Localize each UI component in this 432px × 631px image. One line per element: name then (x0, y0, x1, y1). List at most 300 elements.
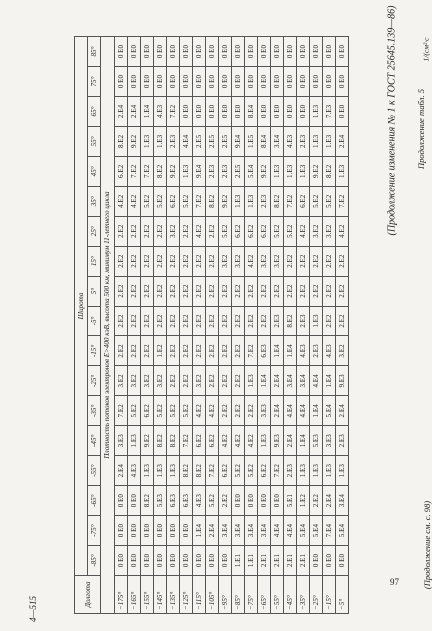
flux-value-cell: 6.E2 (193, 426, 206, 456)
longitude-cell: −5° (336, 576, 349, 614)
latitude-header-row (88, 37, 101, 614)
flux-value-cell: 2.E4 (271, 396, 284, 426)
flux-value-cell: 9.E2 (167, 156, 180, 186)
longitude-header: Долгота (75, 576, 101, 614)
flux-value-cell: 8.E4 (258, 126, 271, 156)
flux-value-cell: 4.E2 (297, 216, 310, 246)
longitude-cell: −175° (115, 576, 128, 614)
flux-value-cell: 3.E3 (323, 426, 336, 456)
flux-value-cell: 8.E2 (323, 156, 336, 186)
flux-value-cell: 4.E2 (206, 396, 219, 426)
longitude-cell: −15° (323, 576, 336, 614)
flux-value-cell: 5.E2 (284, 216, 297, 246)
flux-value-cell: 0 E0 (310, 37, 323, 67)
flux-value-cell: 6.E2 (232, 216, 245, 246)
flux-value-cell: 2.E2 (115, 306, 128, 336)
latitude-header-cell: -45° (88, 426, 101, 456)
flux-value-cell: 2.E2 (206, 366, 219, 396)
flux-value-cell: 6.E2 (141, 396, 154, 426)
latitude-header-cell: 85° (88, 37, 101, 67)
table-row (232, 37, 245, 614)
flux-value-cell: 7.E2 (271, 456, 284, 486)
flux-value-cell: 7.E2 (206, 456, 219, 486)
flux-value-cell: 0 E0 (284, 37, 297, 67)
longitude-cell: −95° (219, 576, 232, 614)
table-row (336, 37, 349, 614)
flux-value-cell: 9.E2 (258, 156, 271, 186)
latitude-header-cell: 45° (88, 156, 101, 186)
flux-value-cell: 6.E2 (258, 216, 271, 246)
flux-value-cell: 2.E5 (219, 126, 232, 156)
flux-value-cell: 2.E2 (219, 486, 232, 516)
flux-value-cell: 2.E2 (128, 216, 141, 246)
flux-value-cell: 3.E4 (245, 516, 258, 546)
flux-value-cell: 0 E0 (232, 67, 245, 97)
flux-value-cell: 1.E3 (323, 456, 336, 486)
flux-value-cell: 0 E0 (180, 97, 193, 127)
flux-value-cell: 2.E2 (232, 366, 245, 396)
flux-value-cell: 0 E0 (115, 486, 128, 516)
flux-value-cell: 4.E2 (245, 426, 258, 456)
flux-value-cell: 7.E2 (167, 97, 180, 127)
table-row (167, 37, 180, 614)
flux-value-cell: 0 E0 (336, 67, 349, 97)
flux-value-cell: 1.E3 (180, 156, 193, 186)
longitude-cell: −135° (167, 576, 180, 614)
flux-value-cell: 2.E2 (206, 246, 219, 276)
flux-value-cell: 5.E2 (180, 396, 193, 426)
table-row (310, 37, 323, 614)
flux-value-cell: 2.E3 (271, 306, 284, 336)
flux-value-cell: 2.E3 (310, 336, 323, 366)
flux-value-cell: 2.E2 (323, 306, 336, 336)
flux-value-cell: 5.E2 (271, 216, 284, 246)
flux-value-cell: 9.E2 (310, 156, 323, 186)
flux-value-cell: 0 E0 (193, 37, 206, 67)
flux-value-cell: 3.E4 (297, 366, 310, 396)
flux-value-cell: 2.E4 (115, 97, 128, 127)
flux-value-cell: 4.E4 (284, 396, 297, 426)
flux-value-cell: 2.E2 (284, 276, 297, 306)
flux-value-cell: 5.E3 (154, 486, 167, 516)
flux-value-cell: 0 E0 (180, 516, 193, 546)
latitude-header-cell: 5° (88, 276, 101, 306)
flux-value-cell: 2.E4 (271, 366, 284, 396)
flux-value-cell: 1.E3 (336, 456, 349, 486)
flux-value-cell: 2.E2 (128, 336, 141, 366)
latitude-header-cell: 65° (88, 97, 101, 127)
table-row (271, 37, 284, 614)
flux-value-cell: 0 E0 (154, 516, 167, 546)
flux-value-cell: 1.E3 (310, 126, 323, 156)
flux-value-cell: 1.E3 (297, 156, 310, 186)
flux-value-cell: 2.E2 (193, 246, 206, 276)
flux-value-cell: 2.E2 (219, 396, 232, 426)
flux-value-cell: 7.E2 (141, 156, 154, 186)
flux-value-cell: 0 E0 (206, 97, 219, 127)
longitude-cell: −65° (258, 576, 271, 614)
flux-value-cell: 1.E4 (297, 426, 310, 456)
flux-value-cell: 2.E2 (258, 276, 271, 306)
flux-value-cell: 1.E4 (271, 336, 284, 366)
flux-value-cell: 2.E2 (232, 306, 245, 336)
latitude-header-cell: 15° (88, 246, 101, 276)
page-number: 97 (390, 577, 399, 587)
flux-value-cell: 2.E5 (193, 126, 206, 156)
flux-value-cell: 6.E3 (258, 336, 271, 366)
flux-value-cell: 0 E0 (115, 546, 128, 576)
flux-value-cell: 5.E2 (154, 396, 167, 426)
flux-value-cell: 2.E2 (167, 306, 180, 336)
flux-value-cell: 4.E3 (128, 456, 141, 486)
flux-value-cell: 3.E2 (336, 336, 349, 366)
flux-value-cell: 2.E4 (336, 126, 349, 156)
flux-value-cell: 8.E2 (167, 426, 180, 456)
flux-value-cell: 0 E0 (128, 486, 141, 516)
flux-value-cell: 0 E0 (180, 37, 193, 67)
flux-value-cell: 0 E0 (258, 486, 271, 516)
flux-value-cell: 3.E2 (271, 246, 284, 276)
flux-value-cell: 1.E3 (232, 186, 245, 216)
flux-value-cell: 1.E3 (258, 426, 271, 456)
flux-value-cell: 3.E2 (115, 366, 128, 396)
flux-value-cell: 4.E4 (297, 396, 310, 426)
flux-value-cell: 6.E2 (115, 156, 128, 186)
latitude-header-cell: 25° (88, 216, 101, 246)
flux-value-cell: 6.E2 (206, 426, 219, 456)
flux-value-cell: 5.E2 (167, 396, 180, 426)
flux-value-cell: 9.E4 (232, 126, 245, 156)
flux-value-cell: 2.E2 (232, 276, 245, 306)
flux-value-cell: 5.E4 (323, 396, 336, 426)
flux-value-cell: 3.E2 (154, 366, 167, 396)
flux-value-cell: 2.E2 (128, 246, 141, 276)
flux-value-cell: 0 E0 (141, 37, 154, 67)
flux-value-cell: 2.E3 (297, 306, 310, 336)
flux-value-cell: 3.E2 (128, 366, 141, 396)
flux-value-cell: 0 E0 (271, 67, 284, 97)
flux-value-cell: 0 E0 (323, 37, 336, 67)
flux-value-cell: 2.E2 (310, 486, 323, 516)
flux-value-cell: 0 E0 (115, 37, 128, 67)
flux-value-cell: 2.E2 (206, 216, 219, 246)
flux-value-cell: 3.E2 (167, 216, 180, 246)
flux-value-cell: 2.E2 (310, 276, 323, 306)
flux-value-cell: 3.E2 (258, 246, 271, 276)
flux-value-cell: 8.E2 (271, 186, 284, 216)
flux-value-cell: 8.E2 (154, 156, 167, 186)
flux-value-cell: 4.E3 (297, 336, 310, 366)
flux-value-cell: 2.E2 (180, 246, 193, 276)
flux-value-cell: 2.E2 (323, 276, 336, 306)
flux-value-cell: 4.E2 (336, 216, 349, 246)
flux-value-cell: 1.E4 (258, 366, 271, 396)
longitude-cell: −125° (180, 576, 193, 614)
flux-value-cell: 2.E2 (141, 276, 154, 306)
flux-value-cell: 1.E4 (284, 336, 297, 366)
flux-value-cell: 0 E0 (284, 67, 297, 97)
flux-value-cell: 0 E0 (258, 37, 271, 67)
flux-value-cell: 2.E2 (336, 276, 349, 306)
flux-value-cell: 3.E4 (219, 516, 232, 546)
flux-value-cell: 2.E2 (219, 336, 232, 366)
flux-value-cell: 0 E0 (167, 67, 180, 97)
longitude-cell: −75° (245, 576, 258, 614)
flux-value-cell: 0 E0 (154, 67, 167, 97)
flux-value-cell: 2.E3 (258, 186, 271, 216)
flux-value-cell: 7.E2 (284, 186, 297, 216)
flux-value-cell: 2.E2 (206, 306, 219, 336)
flux-value-cell: 1.E4 (141, 97, 154, 127)
flux-value-cell: 0 E0 (284, 97, 297, 127)
table-row (154, 37, 167, 614)
flux-value-cell: 3.E2 (193, 366, 206, 396)
flux-value-cell: 0 E0 (271, 97, 284, 127)
flux-value-cell: 3.E4 (232, 516, 245, 546)
flux-value-cell: 2.E2 (284, 246, 297, 276)
flux-value-cell: 5.E2 (206, 486, 219, 516)
flux-value-cell: 6.E2 (297, 186, 310, 216)
flux-value-cell: 2.E5 (232, 156, 245, 186)
flux-value-cell: 5.E2 (128, 396, 141, 426)
flux-value-cell: 0 E0 (336, 97, 349, 127)
flux-value-cell: 5.E2 (232, 456, 245, 486)
flux-value-cell: 7.E2 (115, 396, 128, 426)
longitude-cell: −25° (310, 576, 323, 614)
flux-value-cell: 1.E4 (193, 516, 206, 546)
flux-value-cell: 2.E2 (141, 246, 154, 276)
longitude-cell: −115° (193, 576, 206, 614)
flux-value-cell: 3.E4 (258, 516, 271, 546)
flux-value-cell: 2.E2 (167, 246, 180, 276)
latitude-header-cell: 35° (88, 186, 101, 216)
flux-value-cell: 6.E2 (219, 456, 232, 486)
flux-value-cell: 1.E3 (245, 186, 258, 216)
flux-value-cell: 2.E2 (115, 276, 128, 306)
flux-value-cell: 9.E3 (271, 426, 284, 456)
flux-value-cell: 2.E2 (245, 276, 258, 306)
flux-value-cell: 2.E2 (336, 246, 349, 276)
flux-value-cell: 8.E2 (284, 306, 297, 336)
flux-value-cell: 9.E4 (193, 156, 206, 186)
flux-value-cell: 2.E2 (180, 366, 193, 396)
flux-value-cell: 2.E2 (323, 246, 336, 276)
flux-value-cell: 0 E0 (154, 37, 167, 67)
table-subtitle: Плотность потоков электронов E>400 кэВ, высота 500 км, минимум 11-летнего цикла (101, 37, 115, 614)
flux-value-cell: 1.E3 (310, 456, 323, 486)
table-row (206, 37, 219, 614)
flux-value-cell: 2.E2 (258, 306, 271, 336)
longitude-cell: −165° (128, 576, 141, 614)
flux-value-cell: 4.E4 (271, 516, 284, 546)
flux-value-cell: 2.E2 (128, 276, 141, 306)
table-row (141, 37, 154, 614)
latitude-header-cell: -75° (88, 516, 101, 546)
flux-value-cell: 0 E0 (141, 516, 154, 546)
flux-value-cell: 6.E2 (258, 456, 271, 486)
flux-value-cell: 0 E0 (115, 516, 128, 546)
flux-value-cell: 1.E3 (141, 126, 154, 156)
flux-value-cell: 3.E2 (219, 246, 232, 276)
flux-value-cell: 0 E0 (271, 486, 284, 516)
flux-value-cell: 3.E2 (310, 216, 323, 246)
flux-value-cell: 4.E2 (245, 246, 258, 276)
flux-value-cell: 5.E4 (297, 516, 310, 546)
flux-value-cell: 0 E0 (167, 546, 180, 576)
flux-value-cell: 2.E4 (206, 516, 219, 546)
flux-value-cell: 7.E2 (245, 336, 258, 366)
flux-value-cell: 2.E3 (219, 156, 232, 186)
flux-value-cell: 0 E0 (128, 37, 141, 67)
flux-value-cell: 2.E2 (141, 216, 154, 246)
flux-value-cell: 1.E3 (310, 306, 323, 336)
flux-value-cell: 8.E2 (115, 126, 128, 156)
flux-value-cell: 3.E2 (141, 366, 154, 396)
flux-value-cell: 0 E0 (193, 67, 206, 97)
longitude-cell: −55° (271, 576, 284, 614)
flux-value-cell: 2.E2 (245, 306, 258, 336)
flux-value-cell: 2.E2 (297, 276, 310, 306)
flux-value-cell: 2.E2 (206, 336, 219, 366)
flux-value-cell: 4.E2 (193, 216, 206, 246)
flux-value-cell: 6.E3 (167, 486, 180, 516)
flux-value-cell: 2.E4 (284, 426, 297, 456)
continuation-note: (Продолжение см. с. 98) (422, 500, 432, 590)
flux-value-cell: 2.E2 (219, 306, 232, 336)
latitude-header-cell: -85° (88, 546, 101, 576)
flux-value-cell: 0 E0 (258, 97, 271, 127)
flux-value-cell: 0 E0 (219, 97, 232, 127)
flux-value-cell: 2.E2 (141, 336, 154, 366)
flux-value-cell: 2.E2 (232, 336, 245, 366)
flux-value-cell: 1.E3 (245, 366, 258, 396)
flux-value-cell: 1.E2 (297, 486, 310, 516)
flux-value-cell: 2.E5 (206, 126, 219, 156)
flux-value-cell: 2.E2 (167, 366, 180, 396)
flux-value-cell: 0 E0 (245, 37, 258, 67)
flux-value-cell: 2.E2 (297, 246, 310, 276)
flux-value-cell: 0 E0 (245, 486, 258, 516)
latitude-header-cell: 55° (88, 126, 101, 156)
flux-value-cell: 3.E4 (336, 486, 349, 516)
table-row (323, 37, 336, 614)
flux-value-cell: 5.E2 (245, 456, 258, 486)
flux-value-cell: 2.E2 (219, 276, 232, 306)
flux-value-cell: 0 E0 (297, 97, 310, 127)
latitude-header-cell: 75° (88, 67, 101, 97)
flux-value-cell: 2.E2 (245, 396, 258, 426)
flux-value-cell: 0 E0 (245, 67, 258, 97)
flux-value-cell: 0 E0 (219, 37, 232, 67)
flux-value-cell: 0 E0 (232, 486, 245, 516)
flux-value-cell: 8.E2 (154, 426, 167, 456)
flux-value-cell: 2.E1 (258, 546, 271, 576)
flux-value-cell: 1.E2 (154, 336, 167, 366)
flux-value-cell: 1.E1 (232, 546, 245, 576)
latitude-header-cell: -35° (88, 396, 101, 426)
flux-value-cell: 0 E0 (258, 67, 271, 97)
longitude-cell: −85° (232, 576, 245, 614)
flux-value-cell: 4.E3 (323, 336, 336, 366)
flux-value-cell: 2.E2 (193, 336, 206, 366)
flux-value-cell: 2.E2 (154, 246, 167, 276)
flux-value-cell: 2.E3 (167, 126, 180, 156)
flux-value-cell: 0 E0 (232, 37, 245, 67)
flux-value-cell: 2.E3 (206, 156, 219, 186)
flux-value-cell: 0 E0 (206, 546, 219, 576)
longitude-cell: −45° (284, 576, 297, 614)
units-label: 1/(см²·с (421, 37, 431, 62)
flux-value-cell: 9.E2 (128, 126, 141, 156)
flux-value-cell: 5.E2 (310, 186, 323, 216)
flux-value-cell: 0 E0 (219, 67, 232, 97)
flux-value-cell: 3.E2 (323, 216, 336, 246)
flux-value-cell: 8.E4 (245, 97, 258, 127)
flux-value-cell: 0 E0 (219, 546, 232, 576)
flux-value-cell: 3.E4 (284, 366, 297, 396)
flux-value-cell: 2.E4 (336, 396, 349, 426)
flux-value-cell: 5.E2 (154, 186, 167, 216)
flux-value-cell: 4.E2 (232, 426, 245, 456)
flux-value-cell: 5.E4 (245, 156, 258, 186)
flux-value-cell: 2.E2 (180, 216, 193, 246)
flux-value-cell: 4.E3 (284, 126, 297, 156)
latitude-header-cell: -65° (88, 486, 101, 516)
flux-value-cell: 5.E2 (141, 186, 154, 216)
flux-value-cell: 0 E0 (271, 37, 284, 67)
flux-value-cell: 2.E2 (219, 366, 232, 396)
flux-value-cell: 9.E3 (336, 366, 349, 396)
flux-value-cell: 1.E3 (297, 456, 310, 486)
flux-value-cell: 2.E2 (193, 276, 206, 306)
flux-value-cell: 2.E3 (336, 426, 349, 456)
table-row (219, 37, 232, 614)
flux-value-cell: 5.E1 (284, 486, 297, 516)
flux-value-cell: 2.E2 (154, 276, 167, 306)
flux-value-cell: 3.E3 (115, 426, 128, 456)
flux-value-cell: 6.E2 (167, 186, 180, 216)
flux-value-cell: 0 E0 (193, 97, 206, 127)
flux-value-cell: 4.E4 (310, 366, 323, 396)
flux-value-cell: 2.E4 (323, 486, 336, 516)
longitude-cell: −145° (154, 576, 167, 614)
flux-value-cell: 0 E0 (154, 546, 167, 576)
flux-table (74, 36, 349, 614)
flux-value-cell: 8.E2 (206, 186, 219, 216)
flux-value-cell: 7.E4 (323, 516, 336, 546)
latitude-header-cell: -5° (88, 306, 101, 336)
flux-value-cell: 0 E0 (323, 546, 336, 576)
flux-value-cell: 2.E4 (115, 456, 128, 486)
flux-value-cell: 4.E3 (193, 486, 206, 516)
flux-value-cell: 0 E0 (193, 546, 206, 576)
margin-mark: 4—515 (28, 595, 39, 623)
flux-value-cell: 0 E0 (206, 67, 219, 97)
flux-value-cell: 2.E1 (271, 546, 284, 576)
flux-value-cell: 2.E2 (206, 276, 219, 306)
table-row (258, 37, 271, 614)
flux-value-cell: 1.E3 (167, 456, 180, 486)
flux-value-cell: 2.E4 (128, 97, 141, 127)
flux-value-cell: 1.E3 (128, 426, 141, 456)
flux-value-cell: 1.E3 (336, 156, 349, 186)
flux-value-cell: 7.E2 (128, 156, 141, 186)
latitude-header-cell: -55° (88, 456, 101, 486)
table-continuation-label: Продолжение табл. 5 (416, 88, 426, 170)
flux-value-cell: 3.E4 (271, 126, 284, 156)
flux-value-cell: 2.E2 (115, 246, 128, 276)
flux-value-cell: 3.E2 (232, 246, 245, 276)
